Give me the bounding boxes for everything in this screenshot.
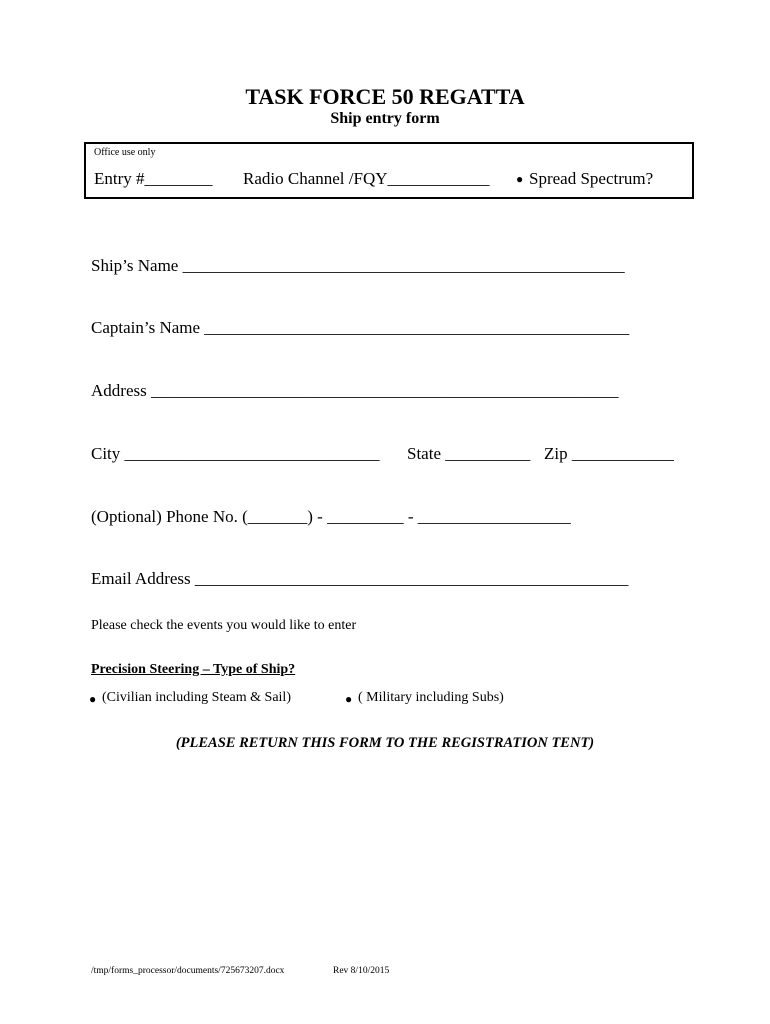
ship-name-field[interactable]: Ship’s Name ____________________________________________________ <box>91 256 625 275</box>
civilian-option-label: (Civilian including Steam & Sail) <box>102 690 291 705</box>
footer-revision: Rev 8/10/2015 <box>333 966 390 976</box>
form-title: TASK FORCE 50 REGATTA <box>245 84 525 109</box>
form-subtitle: Ship entry form <box>330 110 440 127</box>
radio-channel-field[interactable]: Radio Channel /FQY____________ <box>243 169 490 188</box>
precision-steering-heading: Precision Steering – Type of Ship? <box>91 662 296 677</box>
city-field[interactable]: City ______________________________ <box>91 444 380 463</box>
office-use-label: Office use only <box>94 147 156 158</box>
entry-number-field[interactable]: Entry #________ <box>94 169 213 188</box>
state-field[interactable]: State __________ <box>407 444 531 463</box>
captain-name-field[interactable]: Captain’s Name __________________________________________________ <box>91 318 630 337</box>
zip-field[interactable]: Zip ____________ <box>544 444 674 463</box>
military-option-label: ( Military including Subs) <box>358 690 504 705</box>
spread-spectrum-bullet-icon[interactable]: ● <box>516 172 524 186</box>
address-field[interactable]: Address _______________________________________________________ <box>91 381 619 400</box>
office-use-box <box>84 142 694 199</box>
footer-file-path: /tmp/forms_processor/documents/725673207.docx <box>91 966 285 976</box>
phone-field[interactable]: (Optional) Phone No. (_______) - _________ - __________________ <box>91 507 571 526</box>
email-field[interactable]: Email Address ___________________________________________________ <box>91 569 629 588</box>
military-checkbox-bullet-icon[interactable]: ● <box>345 692 353 706</box>
civilian-checkbox-bullet-icon[interactable]: ● <box>89 692 97 706</box>
return-form-notice: (PLEASE RETURN THIS FORM TO THE REGISTRATION TENT) <box>175 735 595 751</box>
events-instruction: Please check the events you would like to enter <box>91 618 357 633</box>
spread-spectrum-label: Spread Spectrum? <box>529 169 654 188</box>
